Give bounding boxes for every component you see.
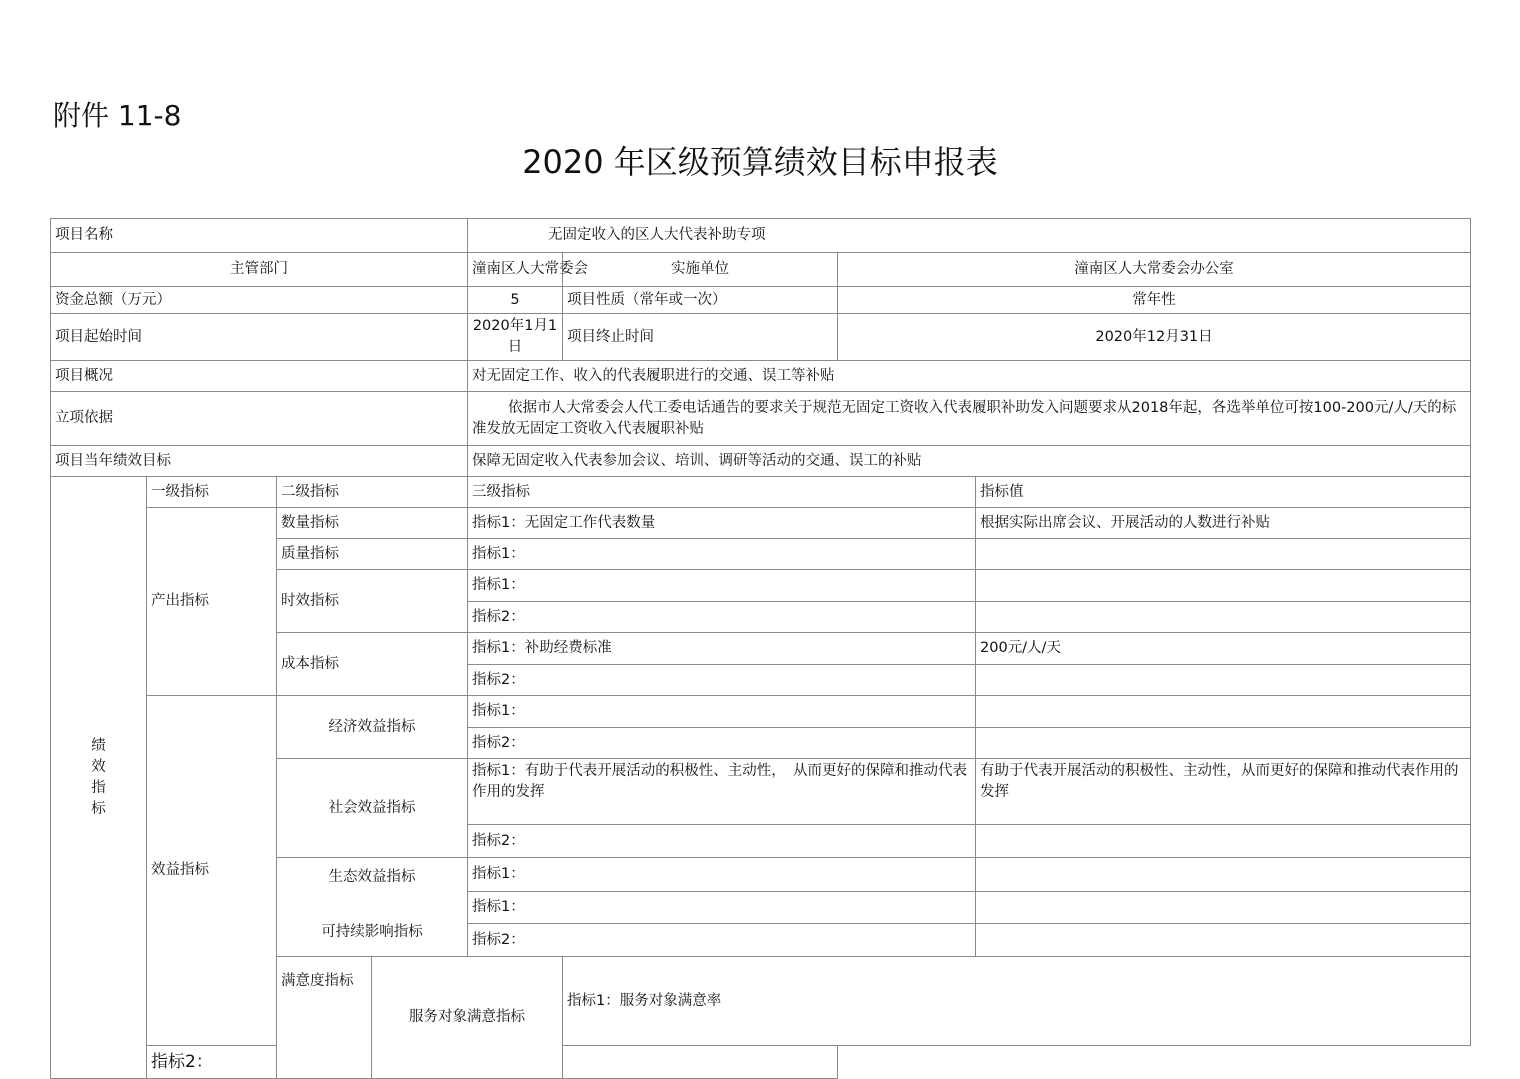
social-indicator-2-value	[976, 825, 1471, 858]
table-row	[51, 253, 1471, 287]
service-indicator-2: 指标2：	[147, 1046, 468, 1079]
cost-indicator-2-value	[976, 665, 1471, 696]
ecological-indicator-1-value	[976, 858, 1471, 892]
page-title: 2020 年区级预算绩效目标申报表	[522, 143, 998, 181]
service-indicator-1: 指标1：服务对象满意率	[563, 957, 1471, 1046]
table-row	[51, 287, 1471, 314]
quantity-indicator-1-value: 根据实际出席会议、开展活动的人数进行补贴	[976, 508, 1471, 539]
section-char: 指	[91, 779, 106, 796]
header-value: 指标值	[976, 477, 1471, 508]
timeliness-indicator-1-value	[976, 570, 1471, 602]
dept-value: 潼南区人大常委会	[468, 253, 563, 287]
ecological-indicator-1: 指标1：	[468, 858, 976, 892]
satisfaction-indicator-label: 满意度指标	[277, 957, 372, 1079]
timeliness-indicator-label: 时效指标	[277, 570, 468, 633]
goal-label: 项目当年绩效目标	[51, 446, 468, 477]
performance-indicator-section	[51, 477, 147, 1079]
project-name-value: 无固定收入的区人大代表补助专项	[468, 219, 1471, 253]
economic-indicator-1: 指标1：	[468, 696, 976, 728]
budget-performance-table	[50, 218, 1471, 1079]
output-indicator-label: 产出指标	[147, 508, 277, 696]
economic-indicator-1-value	[976, 696, 1471, 728]
fund-label: 资金总额（万元）	[51, 287, 468, 314]
impl-value: 潼南区人大常委会办公室	[838, 253, 1471, 287]
overview-value: 对无固定工作、收入的代表履职进行的交通、误工等补贴	[468, 361, 1471, 392]
attachment-label: 附件 11-8	[53, 99, 182, 132]
service-satisfaction-indicator-label: 服务对象满意指标	[372, 957, 563, 1079]
social-indicator-2: 指标2：	[468, 825, 976, 858]
quantity-indicator-1: 指标1：无固定工作代表数量	[468, 508, 976, 539]
nature-label: 项目性质（常年或一次）	[563, 287, 838, 314]
project-name-label: 项目名称	[51, 219, 468, 253]
sustain-indicator-2: 指标2：	[468, 924, 976, 957]
table-row	[51, 477, 1471, 508]
section-char: 效	[91, 758, 106, 775]
impl-label: 实施单位	[563, 253, 838, 287]
header-level1: 一级指标	[147, 477, 277, 508]
quality-indicator-label: 质量指标	[277, 539, 468, 570]
basis-label: 立项依据	[51, 392, 468, 446]
start-label: 项目起始时间	[51, 314, 468, 361]
quality-indicator-1: 指标1：	[468, 539, 976, 570]
basis-value: 依据市人大常委会人代工委电话通告的要求关于规范无固定工资收入代表履职补助发入问题要求从2018年起，各选举单位可按100-200元/人/天的标准发放无固定工资收入代表履职补贴	[468, 392, 1471, 446]
service-indicator-2-value	[563, 1046, 838, 1079]
cost-indicator-1: 指标1：补助经费标准	[468, 633, 976, 665]
timeliness-indicator-2-value	[976, 602, 1471, 633]
table-row	[51, 446, 1471, 477]
fund-value: 5	[468, 287, 563, 314]
end-label: 项目终止时间	[563, 314, 838, 361]
sustain-indicator-1-value	[976, 892, 1471, 924]
nature-value: 常年性	[838, 287, 1471, 314]
section-char: 绩	[91, 737, 106, 754]
table-row	[51, 1046, 1471, 1079]
table-row	[51, 314, 1471, 361]
header-level2: 二级指标	[277, 477, 468, 508]
quantity-indicator-label: 数量指标	[277, 508, 468, 539]
economic-indicator-2-value	[976, 728, 1471, 759]
economic-indicator-2: 指标2：	[468, 728, 976, 759]
header-level3: 三级指标	[468, 477, 976, 508]
table-row	[51, 508, 1471, 539]
ecological-sustain-indicator-cell	[277, 858, 468, 957]
sustain-indicator-label: 可持续影响指标	[321, 924, 423, 940]
timeliness-indicator-1: 指标1：	[468, 570, 976, 602]
social-indicator-label: 社会效益指标	[277, 759, 468, 858]
cost-indicator-2: 指标2：	[468, 665, 976, 696]
table-row	[51, 696, 1471, 728]
end-value: 2020年12月31日	[838, 314, 1471, 361]
table-row	[51, 361, 1471, 392]
cost-indicator-1-value: 200元/人/天	[976, 633, 1471, 665]
sustain-indicator-1: 指标1：	[468, 892, 976, 924]
timeliness-indicator-2: 指标2：	[468, 602, 976, 633]
table-row	[51, 392, 1471, 446]
social-indicator-1: 指标1：有助于代表开展活动的积极性、主动性， 从而更好的保障和推动代表作用的发挥	[468, 759, 976, 825]
quality-indicator-1-value	[976, 539, 1471, 570]
cost-indicator-label: 成本指标	[277, 633, 468, 696]
section-char: 标	[91, 800, 106, 817]
dept-label: 主管部门	[51, 253, 468, 287]
table-row	[51, 219, 1471, 253]
social-indicator-1-value: 有助于代表开展活动的积极性、主动性，从而更好的保障和推动代表作用的发挥	[976, 759, 1471, 825]
overview-label: 项目概况	[51, 361, 468, 392]
start-value: 2020年1月1日	[468, 314, 563, 361]
sustain-indicator-2-value	[976, 924, 1471, 957]
benefit-indicator-label: 效益指标	[147, 696, 277, 1046]
economic-indicator-label: 经济效益指标	[277, 696, 468, 759]
goal-value: 保障无固定收入代表参加会议、培训、调研等活动的交通、误工的补贴	[468, 446, 1471, 477]
ecological-indicator-label: 生态效益指标	[328, 869, 416, 885]
